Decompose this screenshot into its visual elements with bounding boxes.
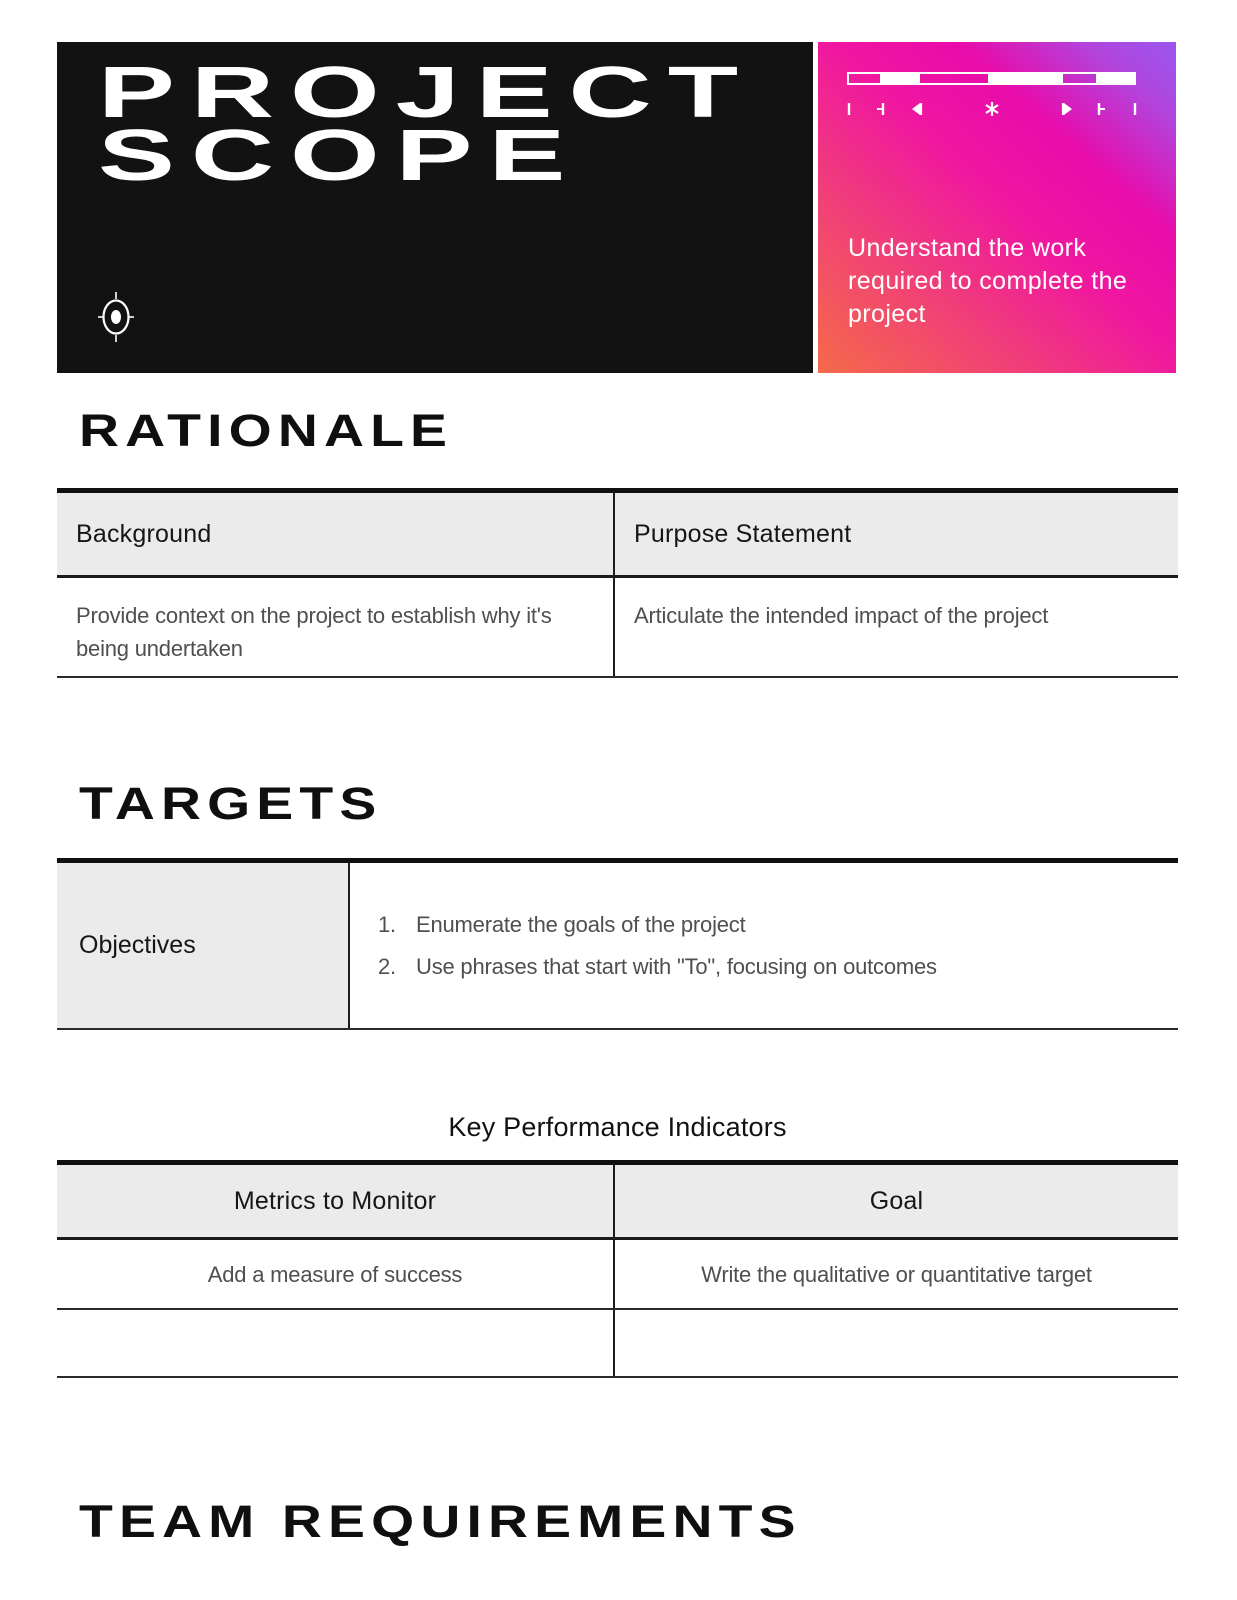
cell-goal-empty [615,1310,1178,1376]
column-header-goal: Goal [869,1186,924,1215]
objectives-label: Objectives [57,863,350,1028]
column-header-purpose-statement: Purpose Statement [634,519,852,548]
rationale-table [57,488,1178,678]
page-title [98,53,755,196]
objectives-table [57,858,1178,1030]
hero-subtitle: Understand the work required to complete the project [848,234,1128,328]
cell-metric-empty [57,1310,615,1376]
kpi-table-row [57,1240,1178,1310]
list-item-number: 2. [378,954,396,979]
objectives-list-item [378,950,1178,983]
cell-metric-placeholder: Add a measure of success [57,1240,615,1308]
kpi-title: Key Performance Indicators [448,1112,787,1142]
timeline-ruler-icon [847,72,1137,118]
objectives-list [350,863,1178,1028]
hero-gradient-panel [818,42,1176,373]
target-icon [97,290,135,344]
column-header-metrics-to-monitor: Metrics to Monitor [57,1165,615,1237]
kpi-table-header-row [57,1165,1178,1240]
section-heading-targets: TARGETS [79,778,383,829]
list-item-text: Use phrases that start with "To", focusing on outcomes [416,954,937,979]
page-title-line-2: SCOPE [98,116,582,196]
rationale-table-header-row [57,493,1178,578]
column-header-background: Background [57,493,615,575]
kpi-table-empty-row [57,1310,1178,1376]
cell-purpose-placeholder: Articulate the intended impact of the project [634,603,1049,628]
rationale-table-body-row [57,578,1178,676]
cell-goal-placeholder: Write the qualitative or quantitative target [701,1261,1092,1287]
section-heading-rationale: RATIONALE [79,405,454,456]
kpi-table [57,1160,1178,1378]
list-item-text: Enumerate the goals of the project [416,912,746,937]
section-heading-team-requirements: TEAM REQUIREMENTS [79,1496,802,1547]
cell-background-placeholder: Provide context on the project to establish why it's being undertaken [57,578,615,676]
list-item-number: 1. [378,912,396,937]
hero-black-panel [57,42,813,373]
objectives-list-item [378,908,1178,941]
page-title-line-1: PROJECT [98,53,755,133]
